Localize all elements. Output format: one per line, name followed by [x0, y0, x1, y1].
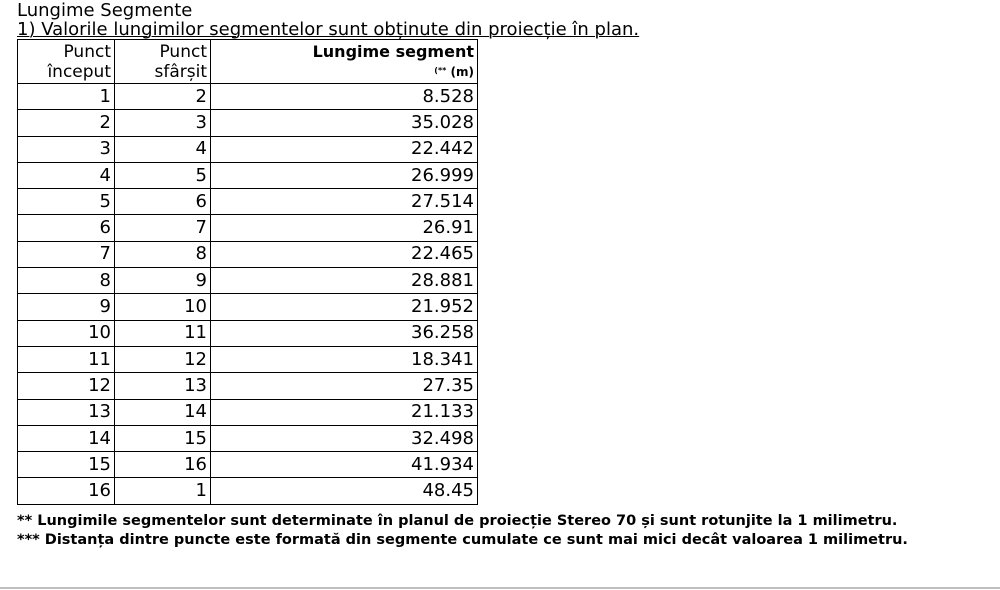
end-point-cell: 11 — [115, 320, 211, 346]
table-row — [18, 110, 478, 136]
table-row — [18, 373, 478, 399]
header-length-unit-marker: (** — [434, 66, 447, 75]
start-point-cell: 5 — [18, 189, 115, 215]
end-point-cell: 6 — [115, 189, 211, 215]
header-length-unit: (m) — [450, 65, 474, 79]
table-row — [18, 162, 478, 188]
segment-length-cell: 18.341 — [211, 346, 478, 372]
start-point-cell: 15 — [18, 452, 115, 478]
end-point-cell: 10 — [115, 294, 211, 320]
header-length-label: Lungime segment — [312, 42, 474, 61]
segment-length-cell: 36.258 — [211, 320, 478, 346]
segment-length-cell: 8.528 — [211, 84, 478, 110]
segment-length-cell: 32.498 — [211, 425, 478, 451]
start-point-cell: 13 — [18, 399, 115, 425]
start-point-cell: 4 — [18, 162, 115, 188]
header-start-line1: Punct — [63, 41, 111, 62]
footnote-double-asterisk: ** Lungimile segmentelor sunt determinate în planul de proiecție Stereo 70 și sunt rotunjite la 1 milimetru. — [17, 513, 898, 529]
bottom-divider — [0, 587, 1000, 589]
end-point-cell: 5 — [115, 162, 211, 188]
end-point-cell: 7 — [115, 215, 211, 241]
segment-length-cell: 26.999 — [211, 162, 478, 188]
start-point-cell: 2 — [18, 110, 115, 136]
start-point-cell: 12 — [18, 373, 115, 399]
segment-length-cell: 22.465 — [211, 241, 478, 267]
segment-length-cell: 41.934 — [211, 452, 478, 478]
table-row — [18, 241, 478, 267]
table-row — [18, 399, 478, 425]
segment-length-cell: 48.45 — [211, 478, 478, 504]
table-row — [18, 84, 478, 110]
start-point-cell: 3 — [18, 136, 115, 162]
segment-length-cell: 27.35 — [211, 373, 478, 399]
start-point-cell: 11 — [18, 346, 115, 372]
start-point-cell: 16 — [18, 478, 115, 504]
table-row — [18, 136, 478, 162]
end-point-cell: 14 — [115, 399, 211, 425]
start-point-cell: 14 — [18, 425, 115, 451]
table-row — [18, 452, 478, 478]
header-end-line2: sfârșit — [154, 61, 207, 82]
table-row — [18, 425, 478, 451]
start-point-cell: 10 — [18, 320, 115, 346]
table-row — [18, 346, 478, 372]
segment-length-cell: 21.952 — [211, 294, 478, 320]
header-segment-length — [211, 40, 478, 84]
table-header-row — [18, 40, 478, 84]
start-point-cell: 8 — [18, 268, 115, 294]
header-start-point — [18, 40, 115, 84]
table-row — [18, 294, 478, 320]
table-row — [18, 320, 478, 346]
segment-length-cell: 21.133 — [211, 399, 478, 425]
segment-length-cell: 27.514 — [211, 189, 478, 215]
end-point-cell: 3 — [115, 110, 211, 136]
start-point-cell: 7 — [18, 241, 115, 267]
end-point-cell: 13 — [115, 373, 211, 399]
table-row — [18, 268, 478, 294]
segment-length-cell: 28.881 — [211, 268, 478, 294]
end-point-cell: 8 — [115, 241, 211, 267]
segment-length-table — [17, 39, 478, 505]
start-point-cell: 6 — [18, 215, 115, 241]
end-point-cell: 12 — [115, 346, 211, 372]
header-length-unit-line — [211, 62, 474, 81]
start-point-cell: 9 — [18, 294, 115, 320]
table-row — [18, 215, 478, 241]
segment-length-cell: 22.442 — [211, 136, 478, 162]
header-end-line1: Punct — [159, 41, 207, 62]
segment-length-cell: 26.91 — [211, 215, 478, 241]
table-row — [18, 478, 478, 504]
header-start-line2: început — [47, 61, 111, 82]
footnote-triple-asterisk: *** Distanța dintre puncte este formată din segmente cumulate ce sunt mai mici decât valoarea 1 milimetru. — [17, 532, 908, 548]
end-point-cell: 2 — [115, 84, 211, 110]
segment-length-cell: 35.028 — [211, 110, 478, 136]
end-point-cell: 4 — [115, 136, 211, 162]
end-point-cell: 1 — [115, 478, 211, 504]
end-point-cell: 15 — [115, 425, 211, 451]
end-point-cell: 16 — [115, 452, 211, 478]
table-body — [18, 84, 478, 505]
table-row — [18, 189, 478, 215]
end-point-cell: 9 — [115, 268, 211, 294]
document-subtitle: 1) Valorile lungimilor segmentelor sunt obținute din proiecție în plan. — [17, 19, 640, 40]
document-title: Lungime Segmente — [17, 0, 193, 21]
header-end-point — [115, 40, 211, 84]
start-point-cell: 1 — [18, 84, 115, 110]
